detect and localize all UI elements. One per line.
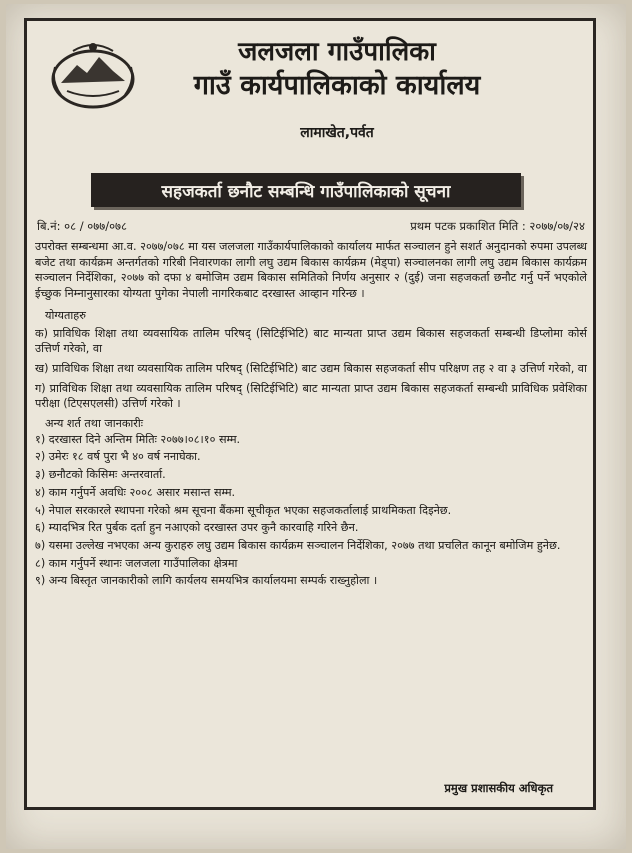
notice-frame (24, 18, 596, 810)
other-conditions-heading: अन्य शर्त तथा जानकारीः (45, 417, 144, 431)
office-address: लामाखेत,पर्वत (300, 125, 374, 141)
org-line-2: गाउँ कार्यपालिकाको कार्यालय (193, 70, 481, 101)
organization-name (177, 35, 497, 103)
intro-paragraph: उपरोक्त सम्बन्धमा आ.व. २०७७/०७८ मा यस जलजला गाउँकार्यपालिकाको कार्यालय मार्फत सञ्चालन हुने सशर्त अनुदानको रुपमा उपलब्ध बजेट तथा कार्यक्रम अन्तर्गतको गरिबी निवारणका लागी लघु उद्यम बिकास कार्यक्रम (मेड्पा) सञ्चालनका लागी लघु उद्यम बिकास कार्यक्रम सञ्चालन निर्देशिका, २०७७ को दफा ४ बमोजिम उद्यम बिकास समितिको निर्णय अनुसार २ (दुई) जना सहजकर्ता छनौट गर्नु पर्ने भएकोले ईच्छुक निम्नानुसारका योग्यता पुगेका नेपाली नागरिकबाट दरखास्त आव्हान गरिन्छ । (35, 240, 587, 301)
condition-item: ४) काम गर्नुपर्ने अवधिः २००८ असार मसान्त सम्म. (35, 485, 236, 499)
newspaper-page (6, 4, 626, 849)
signatory-title: प्रमुख प्रशासकीय अधिकृत (444, 781, 553, 795)
notice-title: सहजकर्ता छनौट सम्बन्धि गाउँपालिकाको सूचना (161, 181, 451, 202)
notice-body (35, 239, 587, 591)
notice-meta (37, 219, 585, 234)
condition-item: ८) काम गर्नुपर्ने स्थानः जलजला गाउँपालिका क्षेत्रमा (35, 556, 238, 570)
condition-item: ९) अन्य बिस्तृत जानकारीको लागि कार्यलय समयभित्र कार्यालयमा सम्पर्क राख्नुहोला । (35, 574, 378, 588)
condition-item: १) दरखास्त दिने अन्तिम मितिः २०७७।०८।१० सम्म. (35, 432, 241, 446)
condition-item: २) उमेरः १८ वर्ष पुरा भै ४० वर्ष ननाघेका. (35, 450, 201, 464)
condition-item: ३) छनौटको किसिमः अन्तरवार्ता. (35, 468, 166, 482)
government-emblem-icon (47, 37, 139, 111)
qualifications-heading: योग्यताहरु (45, 308, 86, 322)
qualification-item: क) प्राविधिक शिक्षा तथा व्यवसायिक तालिम परिषद् (सिटिईभिटि) बाट मान्यता प्राप्त उद्यम बिकास सहजकर्ता सम्बन्धी डिप्लोमा कोर्स उत्तिर्ण गरेको, वा (35, 326, 587, 356)
qualification-item: ग) प्राविधिक शिक्षा तथा व्यवसायिक तालिम परिषद् (सिटिईभिटि) बाट मान्यता प्राप्त उद्यम बिकास सहजकर्ता सम्बन्धी प्राविधिक प्रवेशिका परीक्षा (टिएसएलसी) उत्तिर्ण गरेको । (35, 381, 587, 411)
qualification-item: ख) प्राविधिक शिक्षा तथा व्यवसायिक तालिम परिषद् (सिटिईभिटि) बाट उद्यम बिकास सहजकर्ता सीप परिक्षण तह २ वा ३ उत्तिर्ण गरेको, वा (35, 361, 587, 375)
org-line-1: जलजला गाउँपालिका (238, 37, 436, 67)
condition-item: ७) यसमा उल्लेख नभएका अन्य कुराहरु लघु उद्यम बिकास कार्यक्रम सञ्चालन निर्देशिका, २०७७ तथा प्रचलित कानून बमोजिम हुनेछ. (35, 538, 561, 552)
condition-item: ६) म्यादभित्र रित पुर्बक दर्ता हुन नआएको दरखास्त उपर कुनै कारवाहि गरिने छैन. (35, 521, 359, 535)
reference-number: बि.नं: ०८ / ०७७/०७८ (37, 219, 128, 233)
published-date: प्रथम पटक प्रकाशित मिति : २०७७/०७/२४ (410, 219, 585, 233)
notice-title-banner (91, 173, 521, 207)
condition-item: ५) नेपाल सरकारले स्थापना गरेको श्रम सूचना बैंकमा सूचीकृत भएका सहजकर्तालाई प्राथमिकता दिइनेछ. (35, 503, 452, 517)
